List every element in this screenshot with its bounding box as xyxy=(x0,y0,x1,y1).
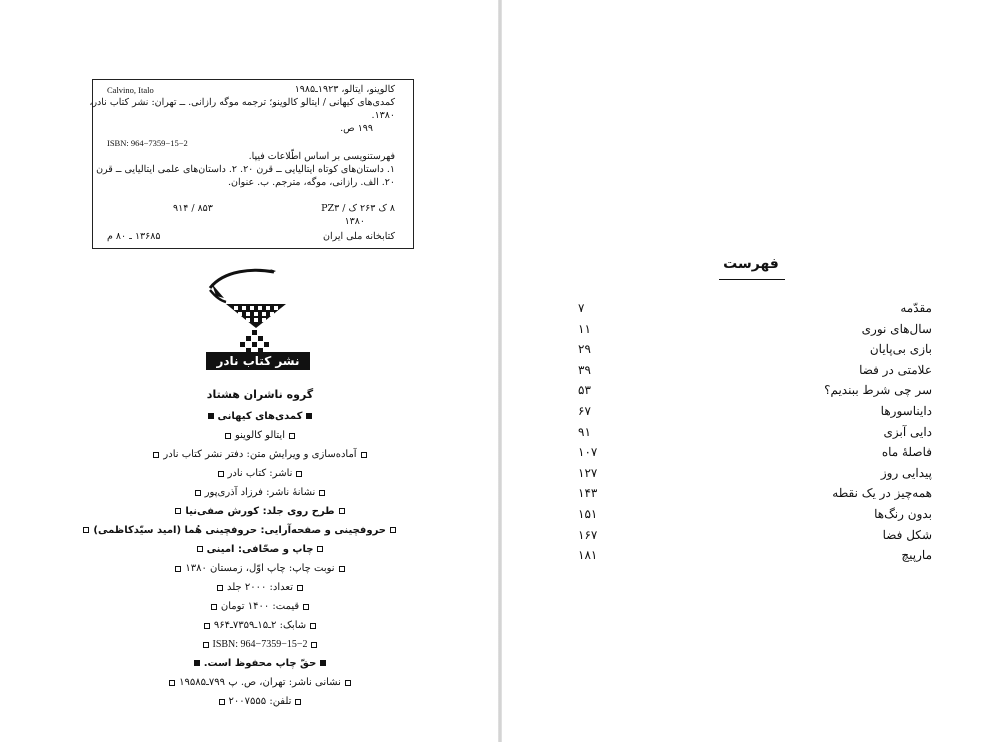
toc-entry[interactable] xyxy=(570,319,932,339)
toc-entry-page: ۱۲۷ xyxy=(578,465,598,480)
cip-library: کتابخانه ملی ایران xyxy=(322,231,395,242)
toc-entry[interactable] xyxy=(570,380,932,400)
cip-catalog-box xyxy=(89,79,414,249)
cip-pages: ۱۹۹ ص. xyxy=(340,123,373,134)
toc-entry[interactable] xyxy=(570,504,932,524)
toc-entry-title: علامتی در فضا xyxy=(859,362,932,377)
toc-entry-page: ۷ xyxy=(578,301,585,315)
toc-title-underline xyxy=(719,279,785,280)
toc-entry-title: بدون رنگ‌ها xyxy=(874,507,932,521)
cip-title-statement: کمدی‌های کیهانی / ایتالو کالوینو؛ ترجمه موگه رازانی. ــ تهران: نشر کتاب نادر، xyxy=(89,97,395,108)
toc-title: فهرست xyxy=(723,256,779,272)
cip-author: کالوینو، ایتالو، ۱۹۲۳ـ۱۹۸۵ xyxy=(294,84,395,95)
square-bullet-icon xyxy=(169,680,175,686)
credit-address: نشانی ناشر: تهران، ص. پ ۷۹۹ـ۱۹۵۸۵ xyxy=(120,676,400,690)
toc-entry[interactable] xyxy=(570,298,932,318)
toc-entry-title: بازی بی‌پایان xyxy=(869,342,932,357)
logo-wordmark: نشر کتاب نادر xyxy=(206,352,310,370)
cip-subjects-cont: ۲۰. الف. رازانی، موگه، مترجم. ب. عنوان. xyxy=(228,177,395,188)
square-bullet-icon xyxy=(197,546,203,552)
square-bullet-icon xyxy=(303,604,309,610)
toc-entry-page: ۵۳ xyxy=(578,383,591,398)
toc-entry-page: ۱۵۱ xyxy=(578,507,598,521)
square-bullet-icon xyxy=(390,527,396,533)
credit-phone: تلفن: ۲۰۰۷۵۵۵ xyxy=(120,695,400,709)
square-bullet-icon xyxy=(194,660,200,666)
credit-isbn: ISBN: 964−7359−15−2 xyxy=(120,638,400,652)
square-bullet-icon xyxy=(339,566,345,572)
square-bullet-icon xyxy=(297,585,303,591)
publisher-group-title: گروه ناشران هشتاد xyxy=(206,388,314,401)
toc-entry[interactable] xyxy=(570,401,932,421)
credit-publisher: ناشر: کتاب نادر xyxy=(120,467,400,481)
cip-author-latin: Calvino, Italo xyxy=(107,85,154,95)
toc-entry-page: ۶۷ xyxy=(578,404,591,418)
square-bullet-icon xyxy=(153,452,159,458)
toc-entry-page: ۱۱ xyxy=(578,321,591,336)
credit-shabak: شابک: ۲ـ۱۵ـ۷۳۵۹ـ۹۶۴ xyxy=(120,619,400,633)
toc-entry[interactable] xyxy=(570,339,932,359)
toc-entry[interactable] xyxy=(570,545,932,565)
square-bullet-icon xyxy=(219,699,225,705)
cip-class-year: ۱۳۸۰ xyxy=(344,216,365,227)
square-bullet-icon xyxy=(175,566,181,572)
toc-entry[interactable] xyxy=(570,422,932,442)
square-bullet-icon xyxy=(211,604,217,610)
square-bullet-icon xyxy=(295,699,301,705)
square-bullet-icon xyxy=(217,585,223,591)
credit-book-title: کمدی‌های کیهانی xyxy=(120,410,400,424)
toc-entry-page: ۱۸۱ xyxy=(578,548,598,563)
toc-entry[interactable] xyxy=(570,463,932,483)
toc-entry-title: مقدّمه xyxy=(900,301,932,315)
square-bullet-icon xyxy=(361,452,367,458)
square-bullet-icon xyxy=(208,413,214,419)
credit-editing: آماده‌سازی و ویرایش متن: دفتر نشر کتاب نادر xyxy=(120,448,400,462)
square-bullet-icon xyxy=(296,471,302,477)
toc-entry-page: ۱۴۳ xyxy=(578,486,598,501)
square-bullet-icon xyxy=(317,546,323,552)
square-bullet-icon xyxy=(306,413,312,419)
toc-entry[interactable] xyxy=(570,360,932,380)
credit-typesetting: حروفچینی و صفحه‌آرایی: حروفچینی هُما (امید سیّدکاظمی) xyxy=(120,524,400,538)
toc-entry-title: فاصلهٔ ماه xyxy=(881,445,932,460)
toc-entry[interactable] xyxy=(570,525,932,545)
square-bullet-icon xyxy=(203,642,209,648)
toc-entry-title: مارپیچ xyxy=(901,548,932,563)
cip-subjects: ۱. داستان‌های کوتاه ایتالیایی ــ قرن ۲۰. ۲. داستان‌های علمی ایتالیایی ــ قرن xyxy=(96,164,395,175)
square-bullet-icon xyxy=(319,490,325,496)
toc-entry[interactable] xyxy=(570,442,932,462)
toc-entry-page: ۱۰۷ xyxy=(578,445,598,460)
square-bullet-icon xyxy=(320,660,326,666)
toc-entry-title: دایناسورها xyxy=(880,404,932,418)
credit-copyright: حقّ چاپ محفوظ است. xyxy=(120,657,400,671)
toc-entry-title: پیدایی روز xyxy=(880,465,932,480)
square-bullet-icon xyxy=(345,680,351,686)
square-bullet-icon xyxy=(218,471,224,477)
square-bullet-icon xyxy=(310,623,316,629)
credit-printing: چاپ و صحّافی: امینی xyxy=(120,543,400,557)
toc-entry-title: همه‌چیز در یک نقطه xyxy=(832,486,932,501)
toc-entry-title: سر چی شرط ببندیم؟ xyxy=(824,383,932,398)
square-bullet-icon xyxy=(204,623,210,629)
square-bullet-icon xyxy=(289,433,295,439)
toc-entry[interactable] xyxy=(570,483,932,503)
cip-dewey: ۸۵۳ / ۹۱۴ xyxy=(173,203,213,214)
square-bullet-icon xyxy=(83,527,89,533)
toc-entry-page: ۳۹ xyxy=(578,362,591,377)
cip-note: فهرستنویسی بر اساس اطّلاعات فیپا. xyxy=(248,151,395,162)
credit-author: ایتالو کالوینو xyxy=(120,429,400,443)
credit-edition: نوبت چاپ: چاپ اوّل، زمستان ۱۳۸۰ xyxy=(120,562,400,576)
cip-isbn: ISBN: 964−7359−15−2 xyxy=(107,138,188,148)
credit-logo-designer: نشانهٔ ناشر: فرزاد آذری‌پور xyxy=(120,486,400,500)
square-bullet-icon xyxy=(225,433,231,439)
square-bullet-icon xyxy=(175,508,181,514)
publisher-logo xyxy=(196,266,306,366)
credit-cover-design: طرح روی جلد: کورش صفی‌نیا xyxy=(120,505,400,519)
square-bullet-icon xyxy=(339,508,345,514)
cip-year: ۱۳۸۰. xyxy=(371,110,395,121)
cip-library-code: ۱۳۶۸۵ ـ ۸۰ م xyxy=(107,231,161,242)
toc-entry-title: سال‌های نوری xyxy=(861,321,932,336)
credit-price: قیمت: ۱۴۰۰ تومان xyxy=(120,600,400,614)
square-bullet-icon xyxy=(195,490,201,496)
credit-print-run: تعداد: ۲۰۰۰ جلد xyxy=(120,581,400,595)
toc-entry-title: دایی آبزی xyxy=(883,424,932,439)
toc-entry-page: ۱۶۷ xyxy=(578,527,598,542)
toc-entry-title: شکل فضا xyxy=(882,527,932,542)
toc-entry-page: ۲۹ xyxy=(578,342,591,357)
toc-entry-page: ۹۱ xyxy=(578,424,591,439)
square-bullet-icon xyxy=(311,642,317,648)
cip-classification: ۸ ک ۲۶۳ ک / PZ۳ xyxy=(321,203,395,214)
